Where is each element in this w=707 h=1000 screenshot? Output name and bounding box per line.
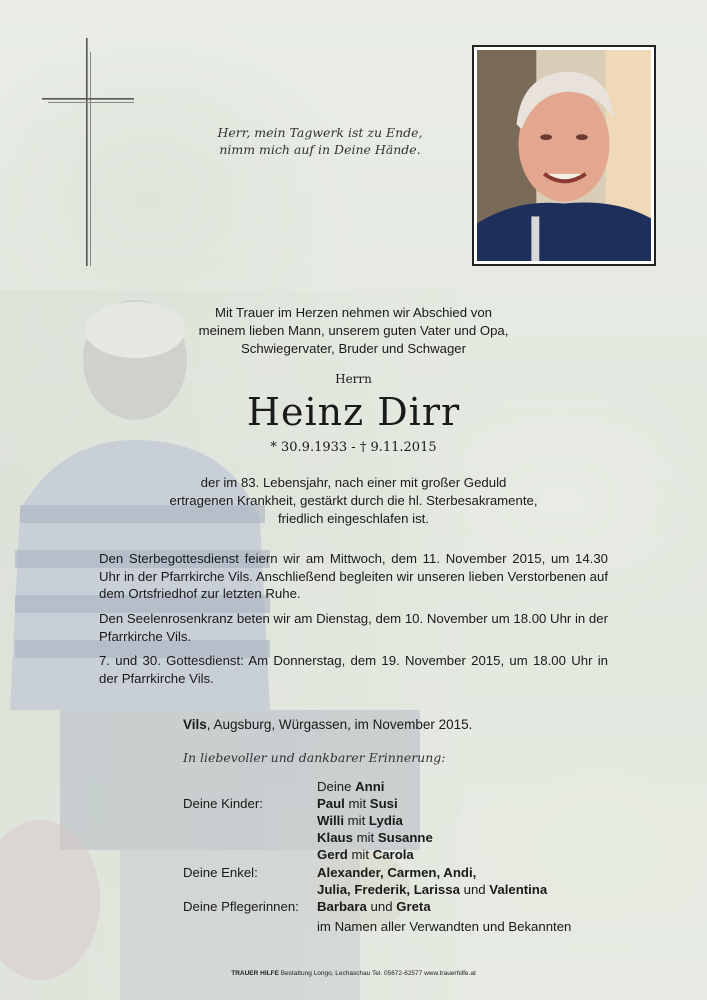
carers-label: Deine Pflegerinnen:	[183, 899, 299, 914]
closing-line: im Namen aller Verwandten und Bekannten	[317, 919, 572, 934]
partner-name: Carola	[372, 847, 414, 862]
connector: mit	[344, 796, 370, 811]
list-item	[317, 795, 398, 812]
footer-brand: TRAUER HILFE	[231, 970, 279, 977]
salutation: Herrn	[335, 372, 372, 386]
partner-name: Susanne	[377, 830, 433, 845]
partner-name: Susi	[369, 796, 398, 811]
notice-line-2: ertragenen Krankheit, gestärkt durch die hl. Sterbesakramente,	[169, 493, 538, 508]
cross-icon	[42, 38, 134, 266]
place-date	[183, 717, 472, 732]
list-item	[317, 829, 433, 846]
death-notice	[100, 474, 607, 528]
child-name: Paul	[317, 796, 345, 811]
footer-imprint	[0, 970, 707, 977]
connector: und	[459, 882, 490, 897]
carers-line	[317, 898, 431, 915]
notice-line-3: friedlich eingeschlafen ist.	[277, 511, 429, 526]
connector: und	[366, 899, 397, 914]
list-item	[317, 812, 403, 829]
wife-name: Anni	[355, 779, 385, 794]
grandchildren-line-2	[317, 881, 547, 898]
children-label: Deine Kinder:	[183, 796, 263, 811]
child-name: Willi	[317, 813, 344, 828]
list-item	[317, 846, 414, 863]
footer-text: Bestattung Longo, Lechaschau Tel. 05672-62577 www.trauerhilfe.at	[278, 970, 476, 977]
grandchildren-names: Julia, Frederik, Larissa	[317, 882, 460, 897]
child-name: Gerd	[317, 847, 348, 862]
connector: mit	[347, 847, 373, 862]
rosary-paragraph: Den Seelenrosenkranz beten wir am Dienstag, dem 10. November um 18.00 Uhr in der Pfarrkirche Vils.	[99, 611, 608, 644]
memory-line: In liebevoller und dankbarer Erinnerung:	[183, 750, 446, 765]
intro-line-2: meinem lieben Mann, unserem guten Vater und Opa,	[198, 323, 509, 338]
portrait-photo	[472, 45, 656, 266]
quote-line-2: nimm mich auf in Deine Hände.	[219, 142, 421, 157]
carer-name: Greta	[396, 899, 431, 914]
place-rest: , Augsburg, Würgassen, im November 2015.	[206, 717, 473, 732]
connector: mit	[352, 830, 378, 845]
wife-line	[317, 778, 384, 795]
partner-name: Lydia	[368, 813, 403, 828]
grandchild-name: Valentina	[489, 882, 548, 897]
child-name: Klaus	[317, 830, 353, 845]
place-name: Vils	[183, 717, 207, 732]
grandchildren-line-1: Alexander, Carmen, Andi,	[317, 865, 477, 880]
quote-line-1: Herr, mein Tagwerk ist zu Ende,	[217, 125, 423, 140]
intro-text	[100, 304, 607, 358]
intro-line-1: Mit Trauer im Herzen nehmen wir Abschied von	[214, 305, 493, 320]
connector: mit	[344, 813, 369, 828]
intro-line-3: Schwiegervater, Bruder und Schwager	[240, 341, 467, 356]
funeral-service-paragraph: Den Sterbegottesdienst feiern wir am Mittwoch, dem 11. November 2015, um 14.30 Uhr in der Pfarrkirche Vils. Anschließend begleiten wir unseren lieben Verstorbenen auf dem Ortsfriedhof zur letzten Ruhe.	[99, 551, 608, 601]
carer-name: Barbara	[317, 899, 367, 914]
grandchildren-label: Deine Enkel:	[183, 865, 258, 880]
bible-quote	[190, 124, 450, 158]
deceased-name: Heinz Dirr	[246, 390, 461, 434]
life-dates: * 30.9.1933 - † 9.11.2015	[270, 440, 437, 455]
memorial-mass-paragraph: 7. und 30. Gottesdienst: Am Donnerstag, dem 19. November 2015, um 18.00 Uhr in der Pfarrkirche Vils.	[99, 653, 608, 686]
wife-prefix: Deine	[317, 779, 356, 794]
notice-line-1: der im 83. Lebensjahr, nach einer mit großer Geduld	[200, 475, 507, 490]
